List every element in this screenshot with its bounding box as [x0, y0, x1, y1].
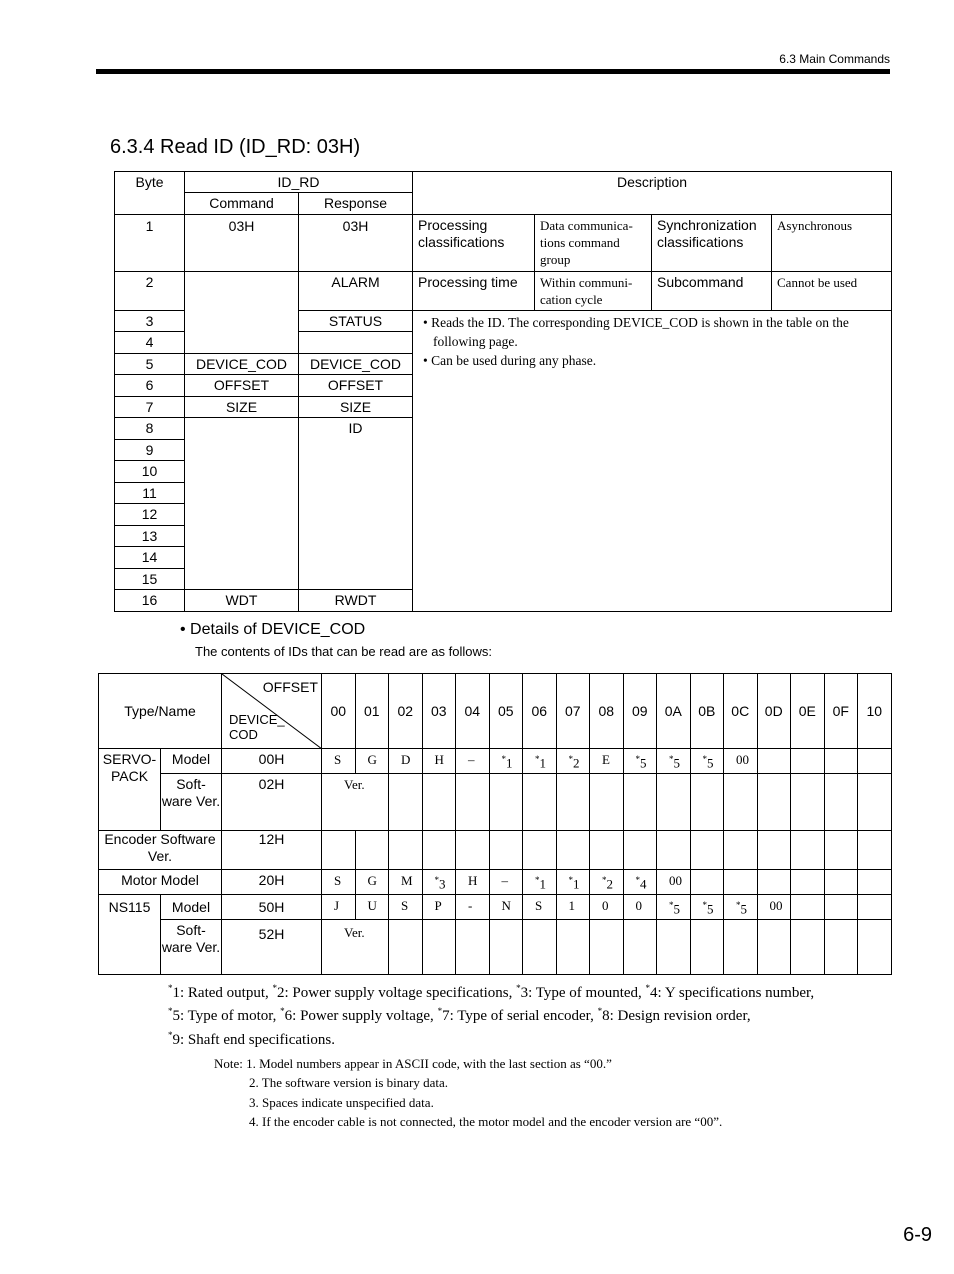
description-point-2: • Can be used during any phase. — [423, 353, 597, 368]
byte-cell: 12 — [115, 504, 185, 526]
id-byte-cell — [791, 749, 825, 774]
command-cell: OFFSET — [185, 375, 299, 397]
response-cell: DEVICE_COD — [299, 354, 413, 375]
details-intro: The contents of IDs that can be read are as follows: — [195, 644, 492, 659]
id-byte-cell: S — [523, 895, 557, 920]
id-byte-cell — [590, 920, 624, 975]
response-cell: ALARM — [299, 272, 413, 311]
byte-cell: 6 — [115, 375, 185, 397]
id-byte-cell — [690, 831, 724, 870]
offset-header-02: 02 — [389, 674, 423, 749]
id-byte-cell: 0 — [590, 895, 624, 920]
id-byte-cell: *2 — [556, 749, 590, 774]
command-header: Command — [185, 193, 299, 215]
offset-header-0B: 0B — [690, 674, 724, 749]
id-byte-cell — [322, 831, 356, 870]
running-header: 6.3 Main Commands — [779, 52, 890, 66]
id-byte-cell — [456, 920, 490, 975]
read-id-table — [114, 171, 892, 612]
id-byte-cell: S — [322, 749, 356, 774]
id-byte-cell: *1 — [523, 749, 557, 774]
byte-cell: 16 — [115, 590, 185, 612]
id-byte-cell — [690, 920, 724, 975]
id-byte-cell: *1 — [489, 749, 523, 774]
offset-header-06: 06 — [523, 674, 557, 749]
id-byte-cell — [422, 920, 456, 975]
byte-cell: 5 — [115, 354, 185, 375]
response-cell: ID — [299, 418, 413, 590]
page-number: 6-9 — [903, 1224, 932, 1246]
id-byte-cell — [389, 920, 423, 975]
ver-cell: Ver. — [322, 774, 389, 831]
footnote-marker: * — [602, 875, 607, 885]
id-byte-cell: *5 — [724, 895, 758, 920]
id-byte-cell — [690, 870, 724, 895]
software-ver-label: Soft- ware Ver. — [161, 774, 222, 831]
device-cod-table — [98, 673, 892, 975]
id-byte-cell — [824, 895, 858, 920]
byte-cell: 1 — [115, 215, 185, 272]
footnote-marker: * — [635, 754, 640, 764]
offset-devcod-header — [222, 674, 322, 749]
command-cell: WDT — [185, 590, 299, 612]
code-cell: 00H — [222, 749, 322, 774]
id-byte-cell — [858, 831, 892, 870]
id-byte-cell — [724, 831, 758, 870]
id-byte-cell: J — [322, 895, 356, 920]
byte-cell: 2 — [115, 272, 185, 311]
byte-cell: 7 — [115, 397, 185, 418]
id-byte-cell: E — [590, 749, 624, 774]
details-title: • Details of DEVICE_COD — [180, 621, 366, 638]
id-byte-cell: M — [389, 870, 423, 895]
id-byte-cell — [858, 895, 892, 920]
byte-header: Byte — [115, 172, 185, 215]
id-byte-cell — [523, 774, 557, 831]
footnote-marker: * — [434, 875, 439, 885]
footnote-marker: * — [669, 754, 674, 764]
id-byte-cell: S — [322, 870, 356, 895]
id-byte-cell: 1 — [556, 895, 590, 920]
response-cell: RWDT — [299, 590, 413, 612]
id-byte-cell: – — [456, 749, 490, 774]
id-byte-cell — [590, 774, 624, 831]
offset-label: OFFSET — [262, 679, 318, 695]
response-cell — [299, 332, 413, 354]
id-byte-cell — [456, 774, 490, 831]
id-byte-cell — [556, 831, 590, 870]
id-byte-cell: U — [355, 895, 389, 920]
id-byte-cell — [757, 870, 791, 895]
response-cell: 03H — [299, 215, 413, 272]
note-1: Note: 1. Model numbers appear in ASCII code, with the last section as “00.” — [214, 1056, 612, 1071]
id-byte-cell — [757, 831, 791, 870]
id-byte-cell: *5 — [657, 749, 691, 774]
command-cell: 03H — [185, 215, 299, 272]
offset-header-0D: 0D — [757, 674, 791, 749]
id-byte-cell: S — [389, 895, 423, 920]
response-cell: STATUS — [299, 311, 413, 332]
offset-header-08: 08 — [590, 674, 624, 749]
id-byte-cell — [623, 774, 657, 831]
id-byte-cell — [791, 870, 825, 895]
id-byte-cell — [690, 774, 724, 831]
code-cell: 12H — [222, 831, 322, 870]
footnote-marker: * — [568, 754, 573, 764]
id-byte-cell — [791, 831, 825, 870]
footnote-marker: * — [736, 900, 741, 910]
offset-header-09: 09 — [623, 674, 657, 749]
note-2: 2. The software version is binary data. — [249, 1075, 449, 1090]
id-byte-cell — [858, 749, 892, 774]
id-byte-cell — [858, 920, 892, 975]
id-byte-cell — [389, 774, 423, 831]
footnote-marker: * — [702, 754, 707, 764]
sync-class-value: Asynchronous — [772, 215, 892, 272]
code-cell: 02H — [222, 774, 322, 831]
offset-header-01: 01 — [355, 674, 389, 749]
description-point-1: • Reads the ID. The corresponding DEVICE_COD is shown in the table on the following page. — [423, 315, 849, 349]
id-byte-cell — [824, 870, 858, 895]
header-rule — [96, 69, 890, 74]
response-header: Response — [299, 193, 413, 215]
footnote-text: *5: Type of motor, *6: Power supply voltage, *7: Type of serial encoder, *8: Design revision order, — [168, 1006, 751, 1024]
id-byte-cell: 00 — [724, 749, 758, 774]
id-byte-cell: *5 — [623, 749, 657, 774]
offset-header-05: 05 — [489, 674, 523, 749]
response-cell: SIZE — [299, 397, 413, 418]
code-cell: 52H — [222, 920, 322, 975]
command-cell: SIZE — [185, 397, 299, 418]
command-cell: DEVICE_COD — [185, 354, 299, 375]
id-byte-cell — [824, 749, 858, 774]
id-byte-cell: - — [456, 895, 490, 920]
id-byte-cell — [489, 774, 523, 831]
id-byte-cell: H — [456, 870, 490, 895]
id-byte-cell — [489, 920, 523, 975]
offset-header-00: 00 — [322, 674, 356, 749]
id-byte-cell — [791, 774, 825, 831]
id-byte-cell — [757, 774, 791, 831]
note-4: 4. If the encoder cable is not connected, the motor model and the encoder version are “00”. — [249, 1114, 723, 1129]
offset-header-03: 03 — [422, 674, 456, 749]
id-byte-cell — [791, 895, 825, 920]
id-byte-cell: 0 — [623, 895, 657, 920]
offset-header-04: 04 — [456, 674, 490, 749]
id-byte-cell: *5 — [657, 895, 691, 920]
id-byte-cell: *1 — [556, 870, 590, 895]
devcod-label: DEVICE_ COD — [229, 712, 285, 742]
id-byte-cell — [355, 831, 389, 870]
model-label: Model — [161, 895, 222, 920]
byte-cell: 4 — [115, 332, 185, 354]
id-byte-cell — [724, 774, 758, 831]
response-cell: OFFSET — [299, 375, 413, 397]
type-name-header: Type/Name — [99, 674, 222, 749]
software-ver-label: Soft- ware Ver. — [161, 920, 222, 975]
description-body — [413, 311, 892, 612]
id-byte-cell: G — [355, 870, 389, 895]
byte-cell: 15 — [115, 569, 185, 590]
id-byte-cell: *3 — [422, 870, 456, 895]
processing-class-value: Data communica- tions command group — [535, 215, 652, 272]
id-byte-cell — [858, 870, 892, 895]
servopack-label: SERVO- PACK — [99, 749, 161, 831]
idrd-header: ID_RD — [185, 172, 413, 193]
footnote-text: *9: Shaft end specifications. — [168, 1030, 335, 1048]
description-header: Description — [413, 172, 892, 215]
offset-header-0F: 0F — [824, 674, 858, 749]
byte-cell: 11 — [115, 483, 185, 504]
id-byte-cell — [824, 920, 858, 975]
offset-header-0E: 0E — [791, 674, 825, 749]
processing-time-value: Within communi- cation cycle — [535, 272, 652, 311]
id-byte-cell — [824, 774, 858, 831]
id-byte-cell — [389, 831, 423, 870]
id-byte-cell: *5 — [690, 749, 724, 774]
id-byte-cell: P — [422, 895, 456, 920]
id-byte-cell: D — [389, 749, 423, 774]
id-byte-cell — [824, 831, 858, 870]
footnote-marker: * — [702, 900, 707, 910]
ver-cell: Ver. — [322, 920, 389, 975]
subcommand-label: Subcommand — [652, 272, 772, 311]
code-cell: 50H — [222, 895, 322, 920]
id-byte-cell: *5 — [690, 895, 724, 920]
id-byte-cell — [724, 920, 758, 975]
command-cell — [185, 272, 299, 354]
footnote-line-1 — [168, 983, 814, 1002]
note-3: 3. Spaces indicate unspecified data. — [249, 1095, 434, 1110]
offset-header-0A: 0A — [657, 674, 691, 749]
id-byte-cell: H — [422, 749, 456, 774]
id-byte-cell: *1 — [523, 870, 557, 895]
footnote-marker: * — [535, 875, 540, 885]
command-cell — [185, 418, 299, 590]
processing-time-label: Processing time — [413, 272, 535, 311]
id-byte-cell: 00 — [657, 870, 691, 895]
id-byte-cell — [657, 920, 691, 975]
id-byte-cell — [724, 870, 758, 895]
id-byte-cell — [757, 920, 791, 975]
id-byte-cell — [590, 831, 624, 870]
byte-cell: 3 — [115, 311, 185, 332]
sync-class-label: Synchronization classifications — [652, 215, 772, 272]
byte-cell: 9 — [115, 440, 185, 461]
offset-header-10: 10 — [858, 674, 892, 749]
id-byte-cell — [556, 920, 590, 975]
byte-cell: 13 — [115, 526, 185, 547]
id-byte-cell — [489, 831, 523, 870]
code-cell: 20H — [222, 870, 322, 895]
id-byte-cell: *4 — [623, 870, 657, 895]
id-byte-cell — [422, 774, 456, 831]
id-byte-cell — [623, 831, 657, 870]
footnote-marker: * — [535, 754, 540, 764]
footnote-line-3 — [168, 1030, 335, 1049]
footnote-marker: * — [568, 875, 573, 885]
footnote-marker: * — [635, 875, 640, 885]
id-byte-cell — [623, 920, 657, 975]
offset-header-07: 07 — [556, 674, 590, 749]
id-byte-cell: *2 — [590, 870, 624, 895]
subcommand-value: Cannot be used — [772, 272, 892, 311]
id-byte-cell — [657, 774, 691, 831]
id-byte-cell — [456, 831, 490, 870]
footnote-text: *1: Rated output, *2: Power supply voltage specifications, *3: Type of mounted, *4: Y specifications number, — [168, 983, 815, 1001]
id-byte-cell — [657, 831, 691, 870]
id-byte-cell: – — [489, 870, 523, 895]
id-byte-cell — [523, 831, 557, 870]
footnote-line-2 — [168, 1006, 751, 1025]
model-label: Model — [161, 749, 222, 774]
id-byte-cell — [523, 920, 557, 975]
id-byte-cell — [556, 774, 590, 831]
byte-cell: 10 — [115, 461, 185, 483]
processing-class-label: Processing classifications — [413, 215, 535, 272]
ns115-label: NS115 — [99, 895, 161, 975]
offset-header-0C: 0C — [724, 674, 758, 749]
footnote-marker: * — [669, 900, 674, 910]
id-byte-cell: N — [489, 895, 523, 920]
id-byte-cell — [791, 920, 825, 975]
motor-model-label: Motor Model — [99, 870, 222, 895]
byte-cell: 8 — [115, 418, 185, 440]
id-byte-cell — [757, 749, 791, 774]
footnote-marker: * — [501, 754, 506, 764]
id-byte-cell — [422, 831, 456, 870]
id-byte-cell — [858, 774, 892, 831]
encoder-label: Encoder Software Ver. — [99, 831, 222, 870]
byte-cell: 14 — [115, 547, 185, 569]
id-byte-cell: G — [355, 749, 389, 774]
id-byte-cell: 00 — [757, 895, 791, 920]
section-title: 6.3.4 Read ID (ID_RD: 03H) — [110, 136, 361, 158]
